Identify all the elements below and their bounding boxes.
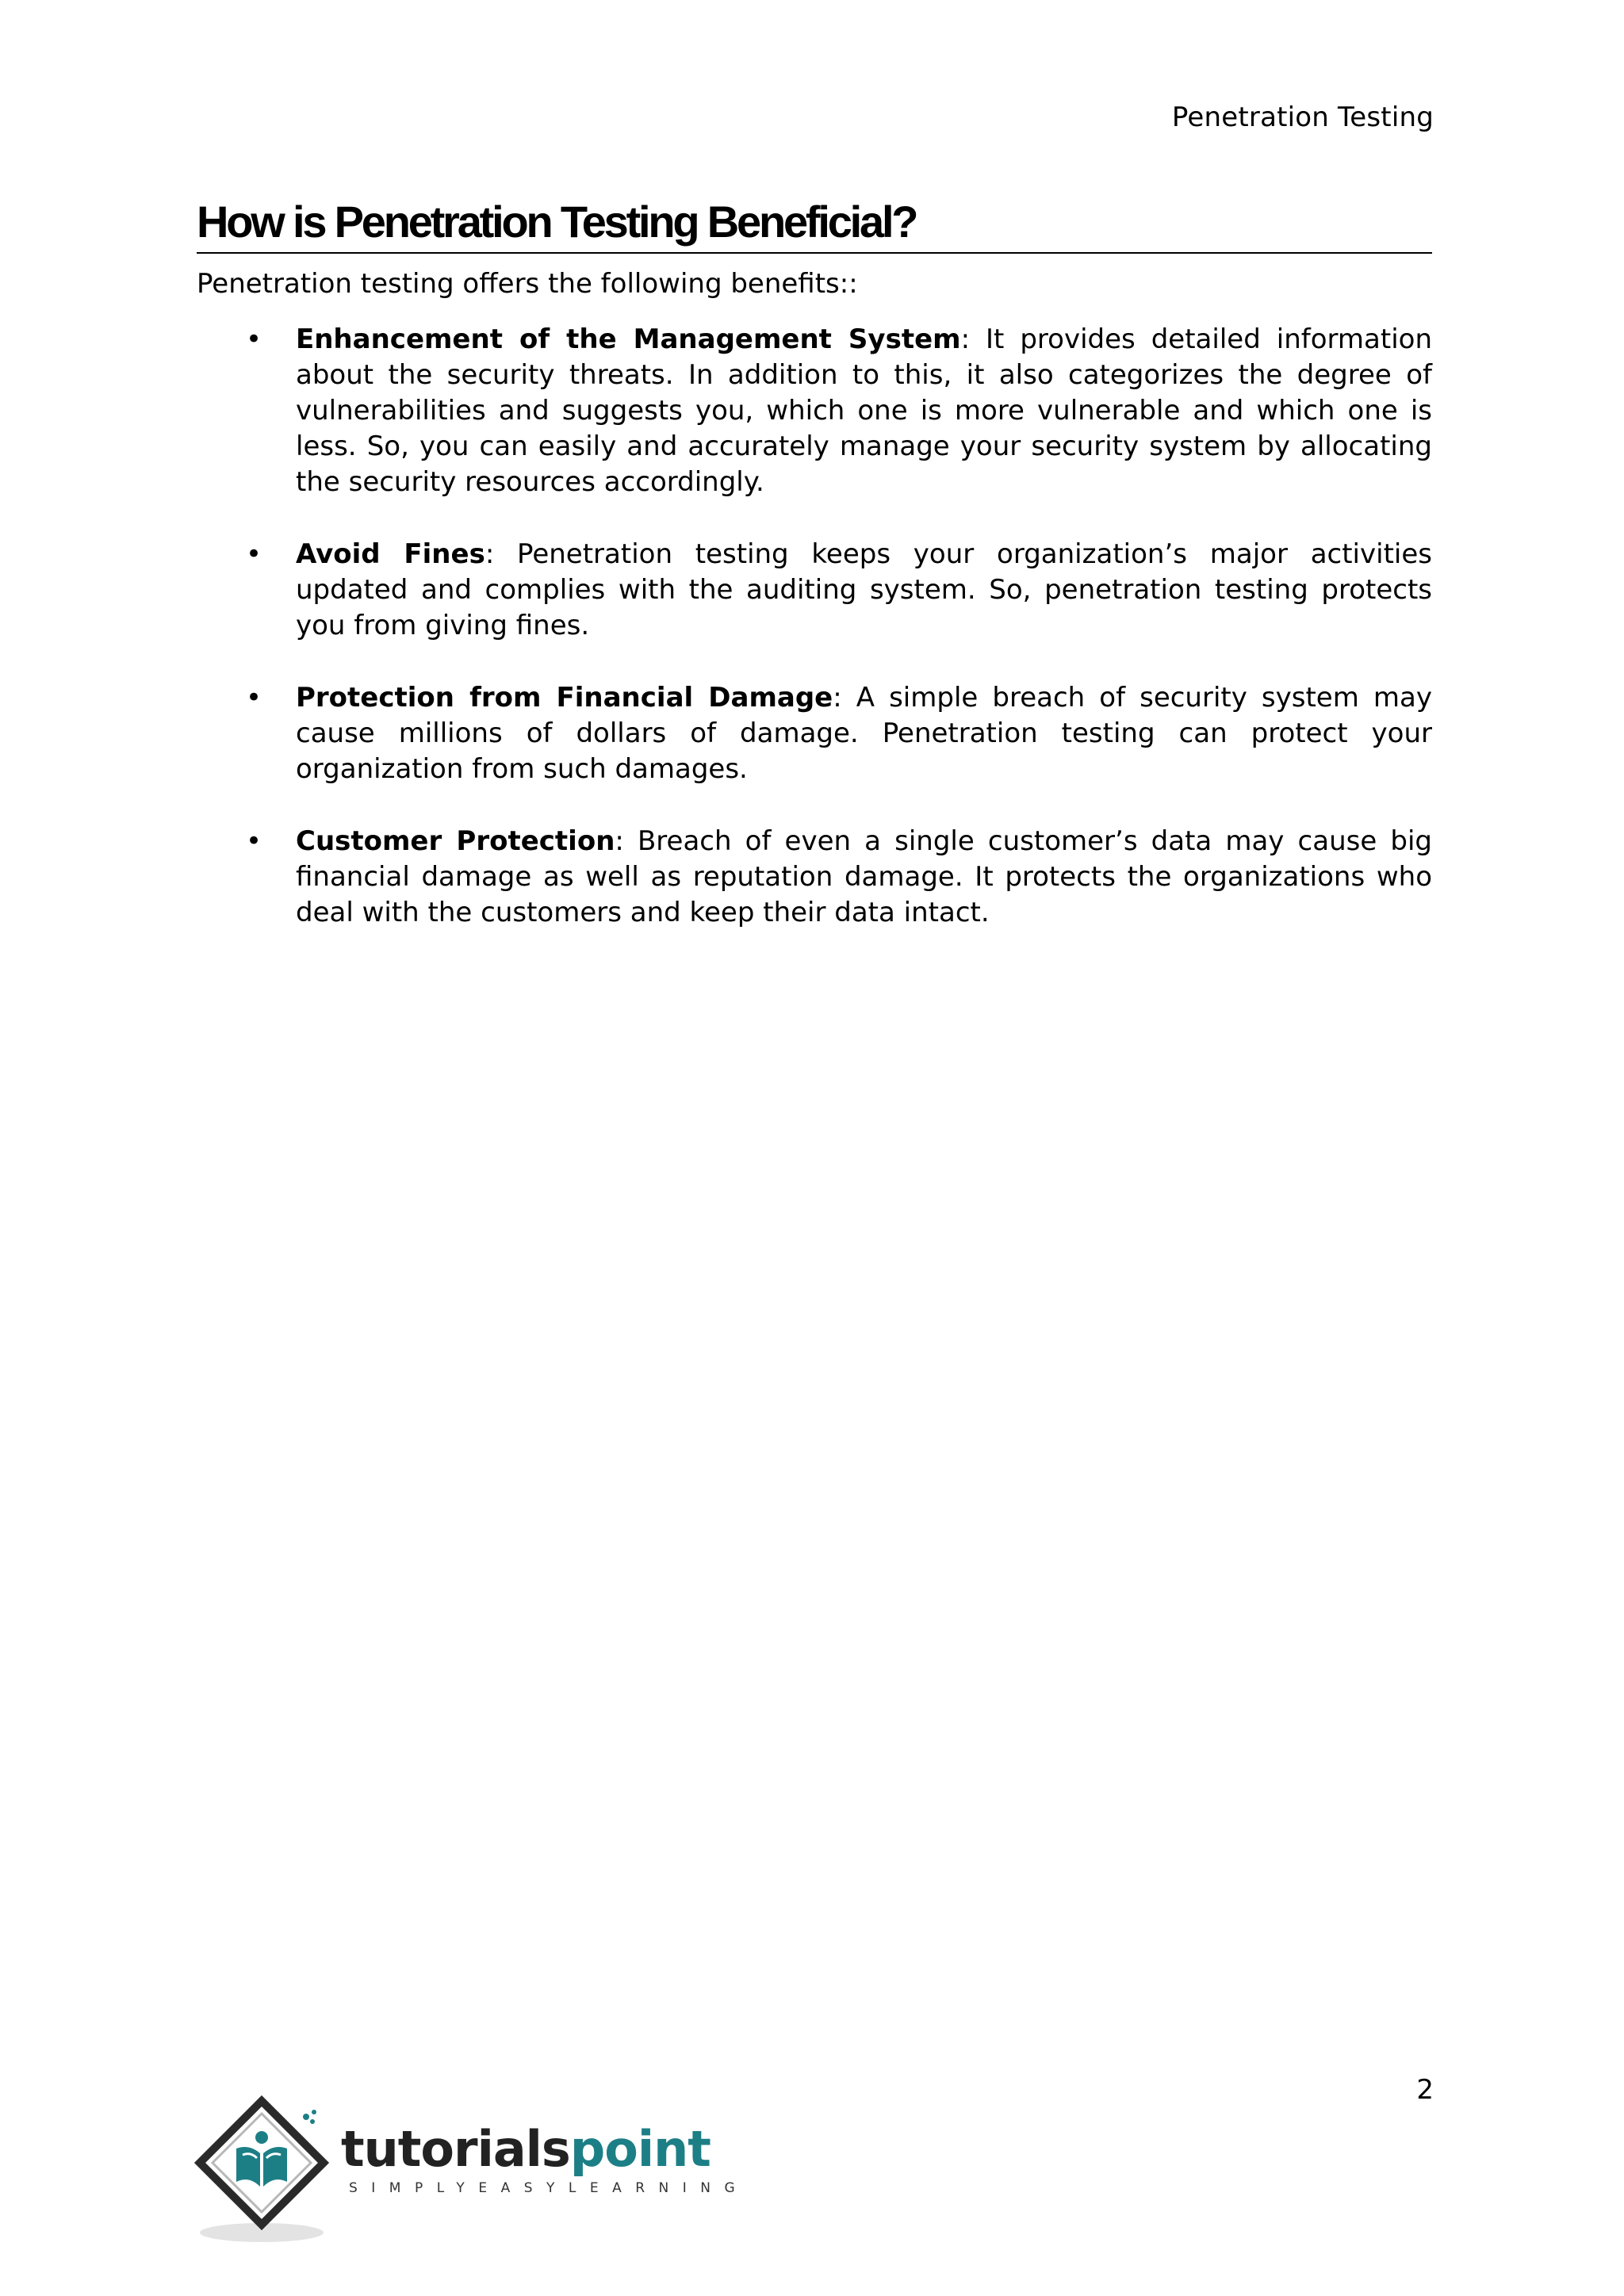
benefit-text: : Penetration testing keeps your organization’s major activities updated and complies with the auditing system. So, penetration testing protects you from giving fines. (296, 538, 1432, 641)
logo-word-tutorials: tutorials (341, 2120, 570, 2178)
benefit-item-management (197, 322, 1432, 500)
benefit-text: : Breach of even a single customer’s data may cause big financial damage as well as reputation damage. It protects the organizations who deal with the customers and keep their data intact. (296, 825, 1432, 928)
benefit-item-customer (197, 824, 1432, 931)
benefit-term: Enhancement of the Management System (296, 323, 961, 355)
bullet-icon: • (246, 538, 262, 570)
section-title: How is Penetration Testing Beneficial? (197, 193, 1432, 254)
benefit-term: Customer Protection (296, 825, 615, 857)
benefit-item-fines (197, 537, 1432, 644)
logo-wordmark (341, 2122, 710, 2177)
running-header: Penetration Testing (1171, 101, 1434, 133)
bullet-icon: • (246, 323, 262, 355)
bullet-icon: • (246, 682, 262, 714)
benefit-item-financial (197, 680, 1432, 787)
logo-tagline: SIMPLYEASYLEARNING (349, 2180, 749, 2196)
tutorialspoint-logo (190, 2093, 749, 2252)
benefit-text: : A simple breach of security system may cause millions of dollars of damage. Penetration testing can protect your organization from such damages. (296, 682, 1432, 785)
bullet-icon: • (246, 825, 262, 857)
benefits-list (197, 322, 1432, 967)
tutorialspoint-book-icon (190, 2093, 349, 2252)
page-number: 2 (1416, 2074, 1434, 2106)
benefit-text: : It provides detailed information about the security threats. In addition to this, it also categorizes the degree of vulnerabilities and suggests you, which one is more vulnerable and which one is less. So, you can easily and accurately manage your security system by allocating the security resources accordingly. (296, 323, 1432, 498)
benefit-term: Protection from Financial Damage (296, 682, 833, 714)
logo-word-point: point (569, 2120, 710, 2178)
benefit-term: Avoid Fines (296, 538, 485, 570)
intro-paragraph: Penetration testing offers the following benefits:: (197, 268, 858, 300)
